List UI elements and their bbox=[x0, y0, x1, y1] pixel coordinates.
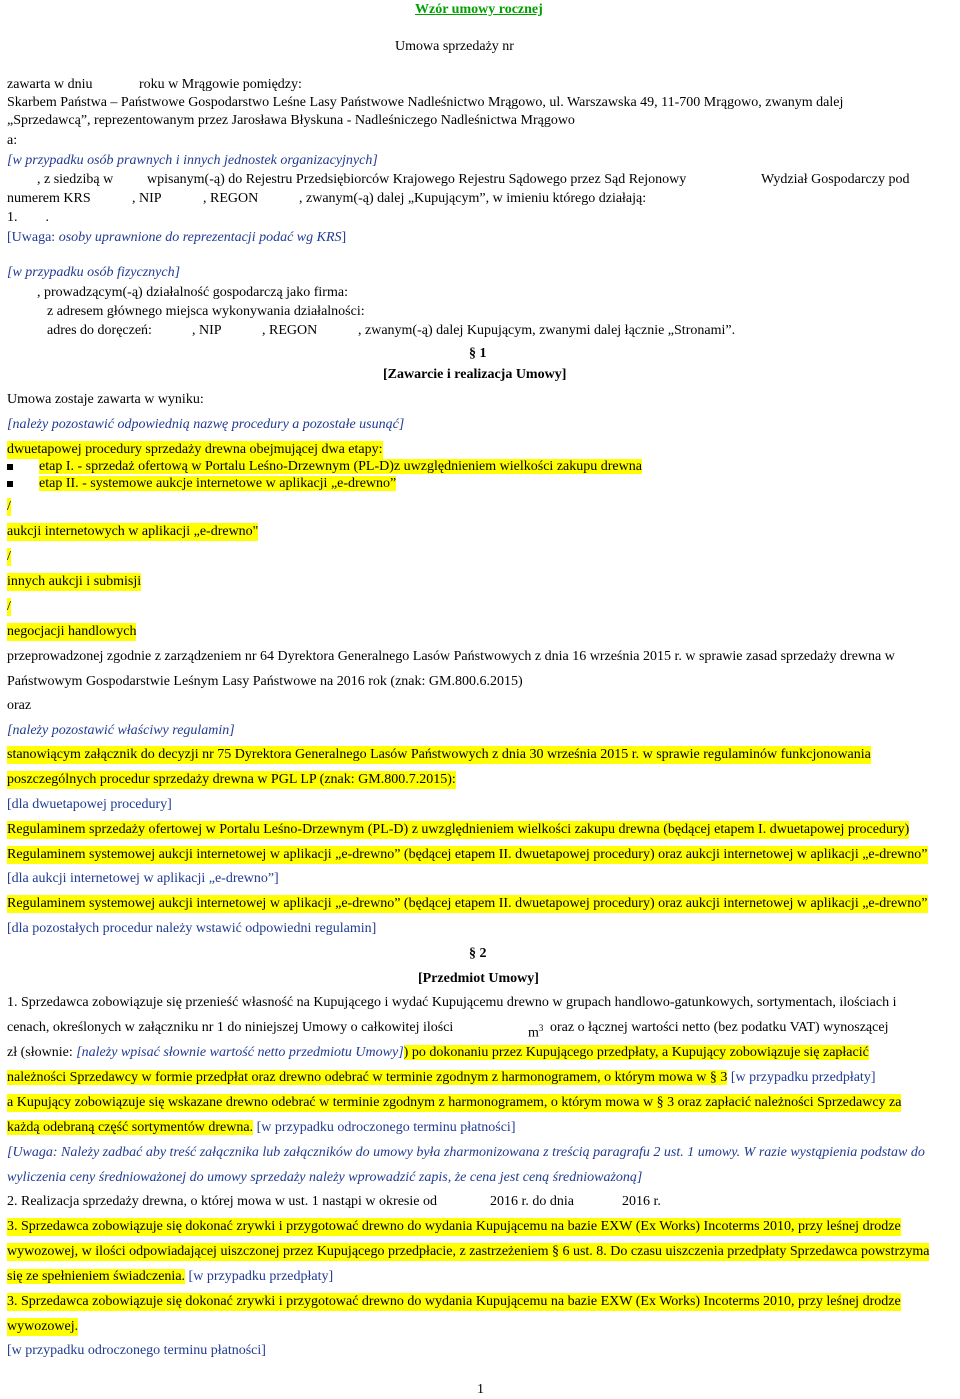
offer-regulation: Regulaminem sprzedaży ofertowej w Portalu Leśno-Drzewnym (PL-D) z uwzględnieniem wielkości zakupu drewna (będącej etapem I. dwuetapowej procedury) bbox=[7, 822, 910, 837]
separator-slash-3: / bbox=[7, 599, 11, 614]
unit-m: m bbox=[528, 1025, 539, 1041]
attachment-note-1: [Uwaga: Należy zadbać aby treść załącznika lub załączników do umowy była zharmonizowana z treścią paragrafu 2 ust. 1 umowy. W razie wystąpienia podstaw do bbox=[7, 1145, 925, 1160]
krs-note bbox=[7, 229, 346, 247]
concluded-as-result: Umowa zostaje zawarta w wyniku: bbox=[7, 392, 204, 407]
paragraph-2-title: [Przedmiot Umowy] bbox=[418, 971, 539, 986]
clause-3-prepayment-note: [w przypadku przedpłaty] bbox=[185, 1269, 334, 1284]
krs-note-suffix: ] bbox=[341, 230, 347, 245]
krs-number-label: numerem KRS bbox=[7, 191, 91, 206]
and-label: a: bbox=[7, 133, 18, 148]
parties-defined: , zwanym(-ą) dalej Kupującym, zwanymi dalej łącznie „Stronami”. bbox=[358, 323, 736, 338]
prepayment-clause-end: należności Sprzedawcy w formie przedpłat oraz drewno odebrać w terminie zgodnym z harmonogramem, o którym mowa w § 3 bbox=[7, 1070, 728, 1085]
seat-label: , z siedzibą w bbox=[37, 172, 114, 187]
legal-persons-note: [w przypadku osób prawnych i innych jednostek organizacyjnych] bbox=[7, 153, 378, 168]
paragraph-1-title: [Zawarcie i realizacja Umowy] bbox=[383, 367, 567, 382]
natural-persons-note: [w przypadku osób fizycznych] bbox=[7, 265, 181, 280]
buyer-defined: , zwanym(-ą) dalej „Kupującym”, w imieniu którego działają: bbox=[299, 191, 647, 206]
regon-label-2: , REGON bbox=[262, 323, 318, 338]
bullet-icon bbox=[7, 464, 13, 470]
prepayment-clause-start: ) po dokonaniu przez Kupującego przedpłaty, a Kupujący zobowiązuje się zapłacić bbox=[403, 1045, 869, 1060]
stage-1-text: etap I. - sprzedaż ofertową w Portalu Leśno-Drzewnym (PL-D)z uwzględnieniem wielkości zakupu drewna bbox=[39, 459, 642, 474]
clause-1-line-3 bbox=[7, 1044, 869, 1062]
other-procedures-note: [dla pozostałych procedur należy wstawić odpowiedni regulamin] bbox=[7, 921, 377, 936]
online-auction-note: [dla aukcji internetowej w aplikacji „e-drewno”] bbox=[7, 871, 279, 886]
clause-3-alt-line-2: wywozowej. bbox=[7, 1319, 79, 1334]
attachment-note-2: wyliczenia ceny średnioważonej do umowy sprzedaży należy wprowadzić zapis, że cena jest ceną średnioważoną] bbox=[7, 1170, 643, 1185]
clause-1-line-2a: cenach, określonych w załączniku nr 1 do niniejszej Umowy o całkowitej ilości bbox=[7, 1020, 454, 1035]
seller-line: Skarbem Państwa – Państwowe Gospodarstwo Leśne Lasy Państwowe Nadleśnictwo Mrągowo, ul. Warszawska 49, 11-700 Mrągowo, zwanym dalej bbox=[7, 95, 844, 110]
seller-representative: „Sprzedawcą”, reprezentowanym przez Jarosława Błyskuna - Nadleśniczego Nadleśnictwa Mrągowo bbox=[7, 113, 575, 128]
system-auction-regulation-2: Regulaminem systemowej aukcji internetowej w aplikacji „e-drewno” (będącej etapem II. dwuetapowej procedury) oraz aukcji internetowej w aplikacji „e-drewno” bbox=[7, 896, 928, 911]
clause-3-line-1: 3. Sprzedawca zobowiązuje się dokonać zrywki i przygotować drewno do wydania Kupującemu na bazie EXW (Ex Works) Incoterms 2010, przy leśnej drodze bbox=[7, 1219, 901, 1234]
option-online-auctions: aukcji internetowych w aplikacji „e-drewno" bbox=[7, 524, 259, 539]
contract-heading: Umowa sprzedaży nr bbox=[395, 39, 514, 54]
cubic-meter-unit bbox=[528, 1019, 543, 1043]
stage-2-item bbox=[7, 475, 396, 493]
unit-exponent: 3 bbox=[538, 1023, 544, 1033]
option-other-auctions: innych aukcji i submisji bbox=[7, 574, 142, 589]
page-number: 1 bbox=[477, 1382, 484, 1397]
economic-division: Wydział Gospodarczy pod bbox=[761, 172, 910, 187]
paragraph-1-mark: § 1 bbox=[469, 346, 487, 361]
nip-label-2: , NIP bbox=[192, 323, 222, 338]
regon-label: , REGON bbox=[203, 191, 259, 206]
clause-3-alt-line-1: 3. Sprzedawca zobowiązuje się dokonać zrywki i przygotować drewno do wydania Kupującemu na bazie EXW (Ex Works) Incoterms 2010, przy leśnej drodze bbox=[7, 1294, 901, 1309]
regulation-line-2: Państwowym Gospodarstwie Leśnym Lasy Państwowe na 2016 rok (znak: GM.800.6.2015) bbox=[7, 674, 523, 689]
intro-line-1b: roku w Mrągowie pomiędzy: bbox=[139, 77, 302, 92]
intro-line-1a: zawarta w dniu bbox=[7, 77, 93, 92]
two-stage-procedure: dwuetapowej procedury sprzedaży drewna obejmującej dwa etapy: bbox=[7, 442, 383, 457]
proper-regulation-note: [należy pozostawić właściwy regulamin] bbox=[7, 723, 235, 738]
and-word: oraz bbox=[7, 698, 32, 713]
clause-1-line-4 bbox=[7, 1069, 875, 1087]
amount-words-label: zł (słownie: bbox=[7, 1045, 77, 1060]
clause-2-c: 2016 r. bbox=[622, 1194, 661, 1209]
paragraph-2-mark: § 2 bbox=[469, 946, 487, 961]
clause-3-line-2: wywozowej, w ilości odpowiadającej uiszczonej przez Kupującego przedpłacie, z zastrzeżeniem § 6 ust. 8. Do czasu uiszczenia przedpłaty Sprzedawca powstrzyma bbox=[7, 1244, 930, 1259]
separator-slash-1: / bbox=[7, 499, 11, 514]
business-firm: , prowadzącym(-ą) działalność gospodarczą jako firma: bbox=[37, 285, 348, 300]
decision-line-2: poszczególnych procedur sprzedaży drewna w PGL LP (znak: GM.800.7.2015): bbox=[7, 772, 456, 787]
procedure-note: [należy pozostawić odpowiednią nazwę procedury a pozostałe usunąć] bbox=[7, 417, 405, 432]
deferred-clause-line-1: a Kupujący zobowiązuje się wskazane drewno odebrać w terminie zgodnym z harmonogramem, o którym mowa w § 3 oraz zapłacić należności Sprzedawcy za bbox=[7, 1095, 902, 1110]
amount-words-note: [należy wpisać słownie wartość netto przedmiotu Umowy] bbox=[76, 1045, 404, 1060]
decision-line-1: stanowiącym załącznik do decyzji nr 75 Dyrektora Generalnego Lasów Państwowych z dnia 30 września 2015 r. w sprawie regulaminów funkcjonowania bbox=[7, 747, 871, 762]
main-address: z adresem głównego miejsca wykonywania działalności: bbox=[47, 304, 365, 319]
representative-1: 1. . bbox=[7, 210, 49, 225]
deferred-clause-end: każdą odebraną część sortymentów drewna. bbox=[7, 1120, 254, 1135]
two-stage-note: [dla dwuetapowej procedury] bbox=[7, 797, 172, 812]
bullet-icon bbox=[7, 481, 13, 487]
clause-3-end: się ze spełnieniem świadczenia. bbox=[7, 1269, 186, 1284]
option-negotiations: negocjacji handlowych bbox=[7, 624, 137, 639]
krs-note-body: osoby uprawnione do reprezentacji podać wg KRS bbox=[58, 230, 342, 245]
separator-slash-2: / bbox=[7, 549, 11, 564]
nip-label: , NIP bbox=[132, 191, 162, 206]
document-title: Wzór umowy rocznej bbox=[415, 2, 543, 17]
clause-1-line-2b: oraz o łącznej wartości netto (bez podatku VAT) wynoszącej bbox=[550, 1020, 889, 1035]
delivery-address-label: adres do doręczeń: bbox=[47, 323, 152, 338]
clause-3-deferred-note: [w przypadku odroczonego terminu płatności] bbox=[7, 1343, 266, 1358]
regulation-line-1: przeprowadzonej zgodnie z zarządzeniem nr 64 Dyrektora Generalnego Lasów Państwowych z dnia 16 września 2015 r. w sprawie zasad sprzedaży drewna w bbox=[7, 649, 895, 664]
prepayment-note: [w przypadku przedpłaty] bbox=[727, 1070, 876, 1085]
krs-registration: wpisanym(-ą) do Rejestru Przedsiębiorców Krajowego Rejestru Sądowego przez Sąd Rejonowy bbox=[147, 172, 687, 187]
clause-3-line-3 bbox=[7, 1268, 333, 1286]
clause-2-a: 2. Realizacja sprzedaży drewna, o której mowa w ust. 1 nastąpi w okresie od bbox=[7, 1194, 437, 1209]
clause-2-b: 2016 r. do dnia bbox=[490, 1194, 574, 1209]
clause-1-line-1: 1. Sprzedawca zobowiązuje się przenieść własność na Kupującego i wydać Kupującemu drewno w grupach handlowo-gatunkowych, sortymentach, ilościach i bbox=[7, 995, 897, 1010]
krs-note-prefix: [Uwaga: bbox=[7, 230, 59, 245]
stage-1-item bbox=[7, 458, 642, 476]
stage-2-text: etap II. - systemowe aukcje internetowe w aplikacji „e-drewno” bbox=[39, 476, 397, 491]
deferred-note: [w przypadku odroczonego terminu płatności] bbox=[253, 1120, 516, 1135]
deferred-clause-line-2 bbox=[7, 1119, 515, 1137]
system-auction-regulation-1: Regulaminem systemowej aukcji internetowej w aplikacji „e-drewno” (będącej etapem II. dwuetapowej procedury) oraz aukcji internetowej w aplikacji „e-drewno” bbox=[7, 847, 928, 862]
